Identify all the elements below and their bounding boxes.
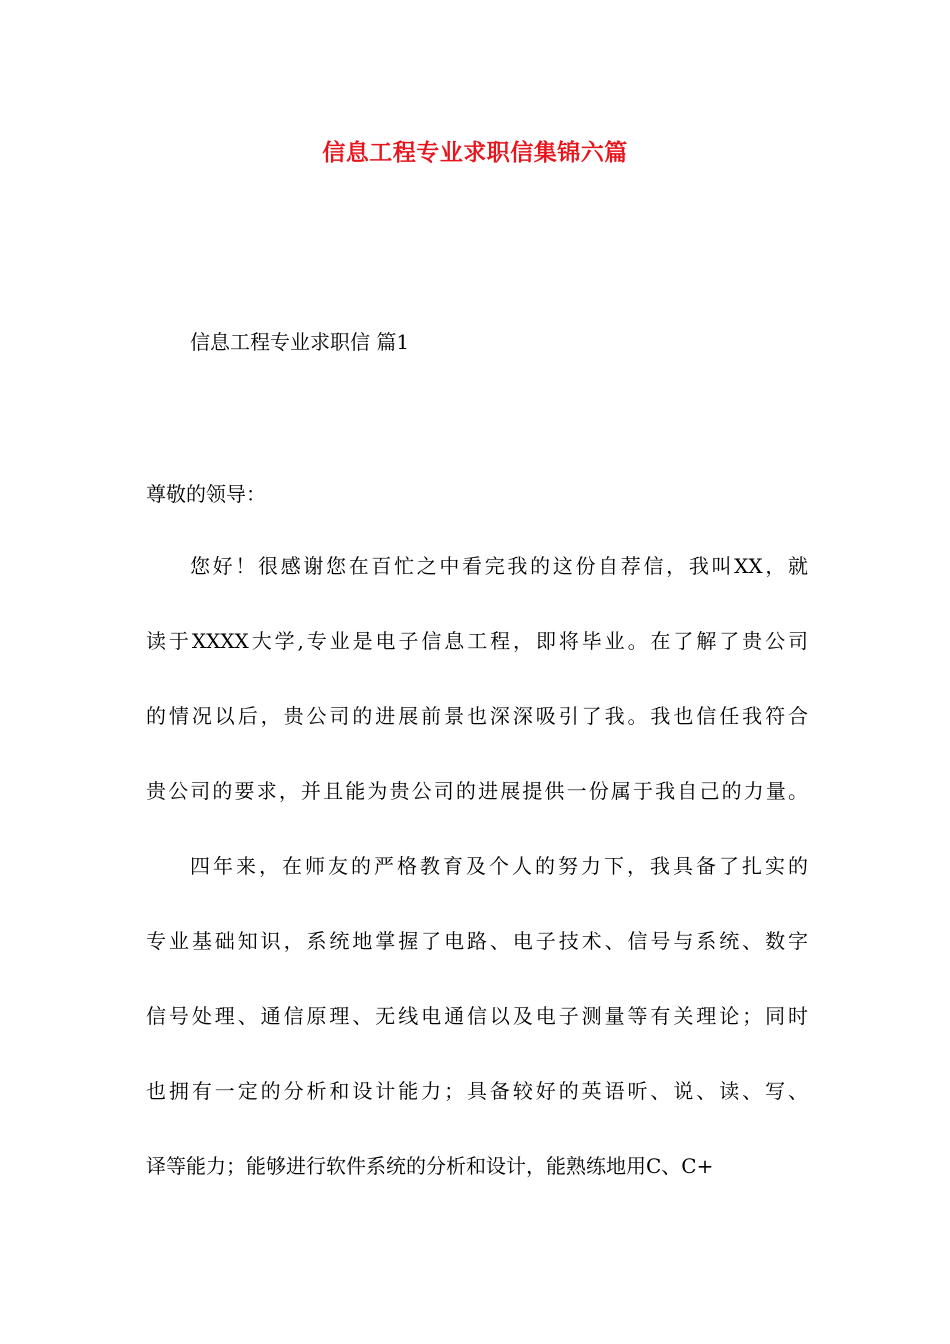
paragraph-line: 专业基础知识，系统地掌握了电路、电子技术、信号与系统、数字 (146, 929, 808, 953)
paragraph-1 (146, 546, 808, 846)
paragraph-line: 的情况以后，贵公司的进展前景也深深吸引了我。我也信任我符合 (146, 704, 808, 728)
paragraph-2 (146, 846, 808, 1221)
paragraph-line: 您好！很感谢您在百忙之中看完我的这份自荐信，我叫XX，就 (190, 554, 808, 578)
paragraph-line: 译等能力；能够进行软件系统的分析和设计，能熟练地用C、C+ (146, 1154, 714, 1178)
paragraph-line: 信号处理、通信原理、无线电通信以及电子测量等有关理论；同时 (146, 1004, 808, 1028)
paragraph-line: 贵公司的要求，并且能为贵公司的进展提供一份属于我自己的力量。 (146, 779, 808, 803)
paragraph-line: 四年来，在师友的严格教育及个人的努力下，我具备了扎实的 (190, 854, 808, 878)
section-heading: 信息工程专业求职信 篇1 (190, 330, 410, 354)
paragraph-line: 也拥有一定的分析和设计能力；具备较好的英语听、说、读、写、 (146, 1079, 808, 1103)
salutation: 尊敬的领导： (146, 482, 266, 506)
paragraph-line: 读于XXXX大学,专业是电子信息工程，即将毕业。在了解了贵公司 (146, 629, 808, 653)
document-title: 信息工程专业求职信集锦六篇 (322, 140, 628, 166)
